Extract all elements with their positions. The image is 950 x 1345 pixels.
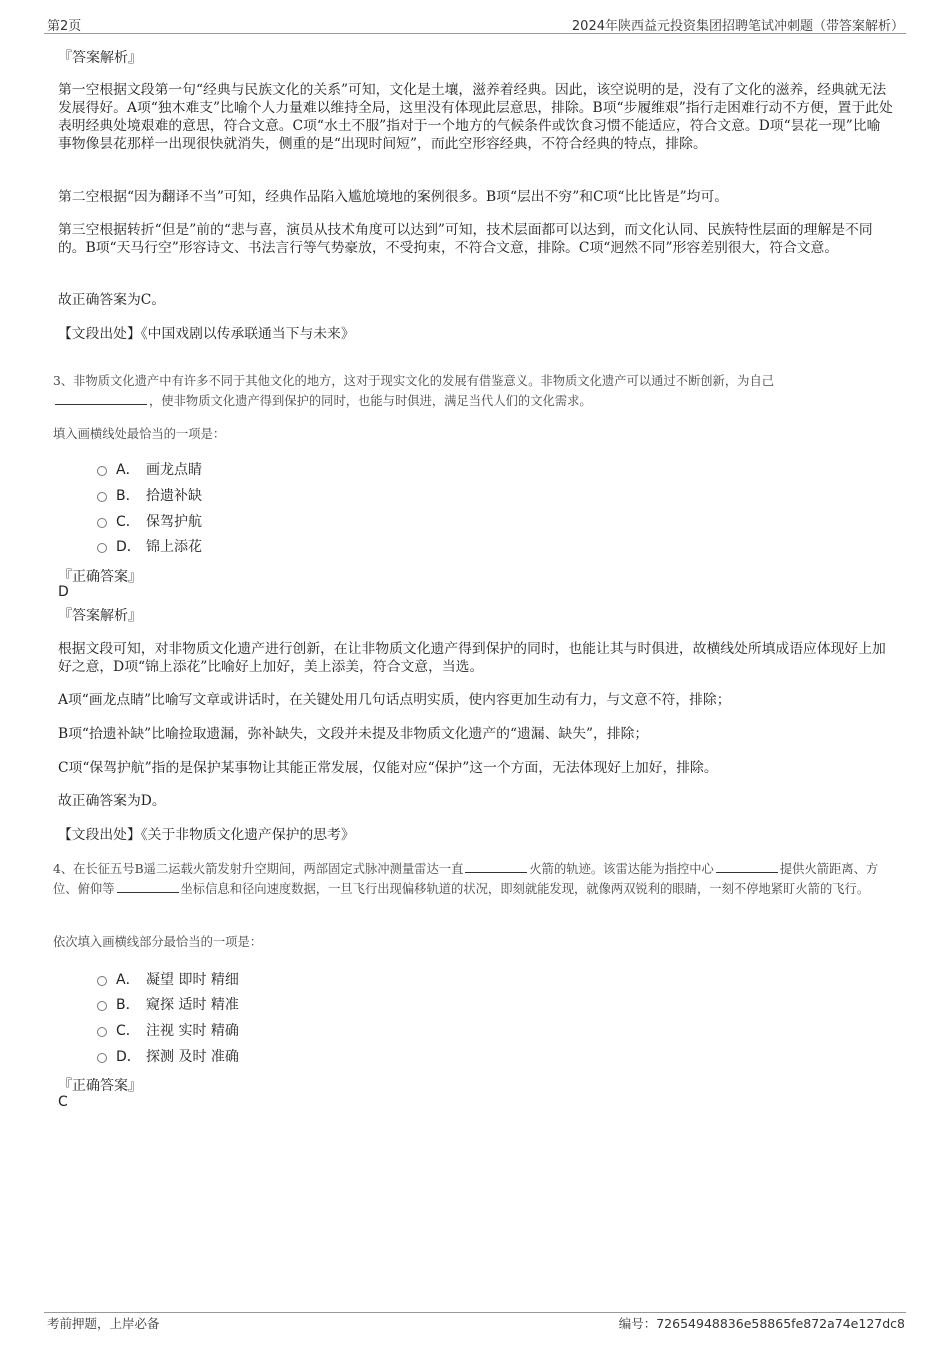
analysis-paragraph: 第三空根据转折“但是”前的“悲与喜，演员从技术角度可以达到”可知，技术层面都可以达到，而文化认同、民族特性层面的理解是不同的。B项“天马行空”形容诗文、书法言行等气势豪放，不受拘束，不符合文意，排除。C项“迥然不同”形容差别很大，符合文意。 bbox=[58, 222, 873, 256]
option-letter: D． bbox=[116, 539, 141, 555]
option-text: 画龙点睛 bbox=[146, 462, 202, 478]
question-prompt: 依次填入画横线部分最恰当的一项是： bbox=[53, 935, 263, 949]
document-code bbox=[619, 1314, 905, 1332]
option-letter: D． bbox=[116, 1049, 141, 1065]
option-text: 探测 及时 准确 bbox=[146, 1049, 239, 1065]
question-stem-text: 4、在长征五号B遥二运载火箭发射升空期间，两部固定式脉冲测量雷达一直 bbox=[53, 862, 464, 876]
analysis-label: 『答案解析』 bbox=[58, 608, 142, 624]
option-text: 凝望 即时 精细 bbox=[146, 972, 239, 988]
option-letter: C． bbox=[116, 514, 140, 530]
correct-answer: D bbox=[58, 584, 69, 600]
question-stem-text: ，使非物质文化遗产得到保护的同时，也能与时俱进，满足当代人们的文化需求。 bbox=[149, 394, 592, 408]
analysis-label: 『答案解析』 bbox=[58, 50, 142, 66]
question-stem-text: 提供火箭距离、方位、俯仰等 bbox=[53, 862, 879, 896]
fill-blank bbox=[465, 861, 527, 873]
analysis-paragraph: C项“保驾护航”指的是保护某事物让其能正常发展，仅能对应“保护”这一个方面，无法体现好上加好，排除。 bbox=[58, 760, 718, 776]
page-header bbox=[0, 0, 950, 36]
option-letter: A． bbox=[116, 462, 140, 478]
correct-answer-label: 『正确答案』 bbox=[58, 569, 142, 585]
option-letter: B． bbox=[116, 997, 140, 1013]
option-b[interactable] bbox=[97, 994, 239, 1014]
analysis-paragraph: 根据文段可知，对非物质文化遗产进行创新，在让非物质文化遗产得到保护的同时，也能让其与时俱进，故横线处所填成语应体现好上加好之意，D项“锦上添花”比喻好上加好，美上添美，符合文意，当选。 bbox=[58, 641, 886, 675]
source-citation: 【文段出处】《关于非物质文化遗产保护的思考》 bbox=[58, 827, 355, 843]
document-code-value: 72654948836e58865fe872a74e127dc8 bbox=[656, 1316, 905, 1331]
radio-icon[interactable] bbox=[97, 492, 107, 502]
radio-icon[interactable] bbox=[97, 1027, 107, 1037]
radio-icon[interactable] bbox=[97, 1001, 107, 1011]
option-a[interactable] bbox=[97, 459, 202, 479]
question-stem bbox=[53, 859, 899, 899]
fill-blank bbox=[716, 861, 778, 873]
question-stem-text: 坐标信息和径向速度数据，一旦飞行出现偏移轨道的状况，即刻就能发现，就像两双锐利的眼睛，一刻不停地紧盯火箭的飞行。 bbox=[180, 882, 870, 896]
option-letter: A． bbox=[116, 972, 140, 988]
header-divider bbox=[44, 33, 906, 34]
source-citation: 【文段出处】《中国戏剧以传承联通当下与未来》 bbox=[58, 326, 355, 342]
analysis-paragraph: B项“拾遗补缺”比喻捡取遗漏，弥补缺失，文段并未提及非物质文化遗产的“遗漏、缺失”，排除； bbox=[58, 726, 649, 742]
analysis-paragraph: 第二空根据“因为翻译不当”可知，经典作品陷入尴尬境地的案例很多。B项“层出不穷”和C项“比比皆是”均可。 bbox=[58, 189, 729, 205]
page-number: 第2页 bbox=[47, 19, 82, 34]
option-text: 窥探 适时 精准 bbox=[146, 997, 239, 1013]
radio-icon[interactable] bbox=[97, 518, 107, 528]
fill-blank bbox=[55, 393, 147, 405]
fill-blank bbox=[117, 881, 179, 893]
option-c[interactable] bbox=[97, 1020, 239, 1040]
correct-answer: C bbox=[58, 1094, 68, 1110]
option-letter: B． bbox=[116, 488, 140, 504]
option-d[interactable] bbox=[97, 536, 202, 556]
correct-answer-label: 『正确答案』 bbox=[58, 1078, 142, 1094]
answer-conclusion: 故正确答案为C。 bbox=[58, 292, 166, 308]
document-title: 2024年陕西益元投资集团招聘笔试冲刺题（带答案解析） bbox=[571, 19, 904, 34]
option-c[interactable] bbox=[97, 511, 202, 531]
analysis-paragraph: A项“画龙点睛”比喻写文章或讲话时，在关键处用几句话点明实质，使内容更加生动有力，与文意不符，排除； bbox=[58, 692, 731, 708]
option-text: 注视 实时 精确 bbox=[146, 1023, 239, 1039]
radio-icon[interactable] bbox=[97, 976, 107, 986]
option-text: 保驾护航 bbox=[146, 514, 202, 530]
footer-slogan: 考前押题，上岸必备 bbox=[47, 1316, 160, 1331]
radio-icon[interactable] bbox=[97, 466, 107, 476]
option-text: 拾遗补缺 bbox=[146, 488, 202, 504]
document-code-label: 编号： bbox=[618, 1316, 657, 1331]
radio-icon[interactable] bbox=[97, 1053, 107, 1063]
option-a[interactable] bbox=[97, 969, 239, 989]
question-stem-text: 3、非物质文化遗产中有许多不同于其他文化的地方，这对于现实文化的发展有借鉴意义。非物质文化遗产可以通过不断创新，为自己 bbox=[53, 374, 775, 388]
question-prompt: 填入画横线处最恰当的一项是： bbox=[53, 427, 226, 441]
option-b[interactable] bbox=[97, 485, 202, 505]
option-text: 锦上添花 bbox=[146, 539, 202, 555]
answer-conclusion: 故正确答案为D。 bbox=[58, 793, 166, 809]
option-d[interactable] bbox=[97, 1046, 239, 1066]
option-letter: C． bbox=[116, 1023, 140, 1039]
question-stem bbox=[53, 371, 899, 411]
analysis-paragraph: 第一空根据文段第一句“经典与民族文化的关系”可知，文化是土壤，滋养着经典。因此，该空说明的是，没有了文化的滋养，经典就无法发展得好。A项“独木难支”比喻个人力量难以维持全局，这里没有体现此层意思，排除。B项“步履维艰”指行走困难行动不方便，置于此处表明经典处境艰难的意思，符合文意。C项“水土不服”指对于一个地方的气候条件或饮食习惯不能适应，符合文意。D项“昙花一现”比喻事物像昙花那样一出现很快就消失，侧重的是“出现时间短”，而此空形容经典，不符合经典的特点，排除。 bbox=[58, 82, 893, 152]
question-stem-text: 火箭的轨迹。该雷达能为指控中心 bbox=[529, 862, 714, 876]
footer-divider bbox=[44, 1312, 906, 1313]
radio-icon[interactable] bbox=[97, 543, 107, 553]
